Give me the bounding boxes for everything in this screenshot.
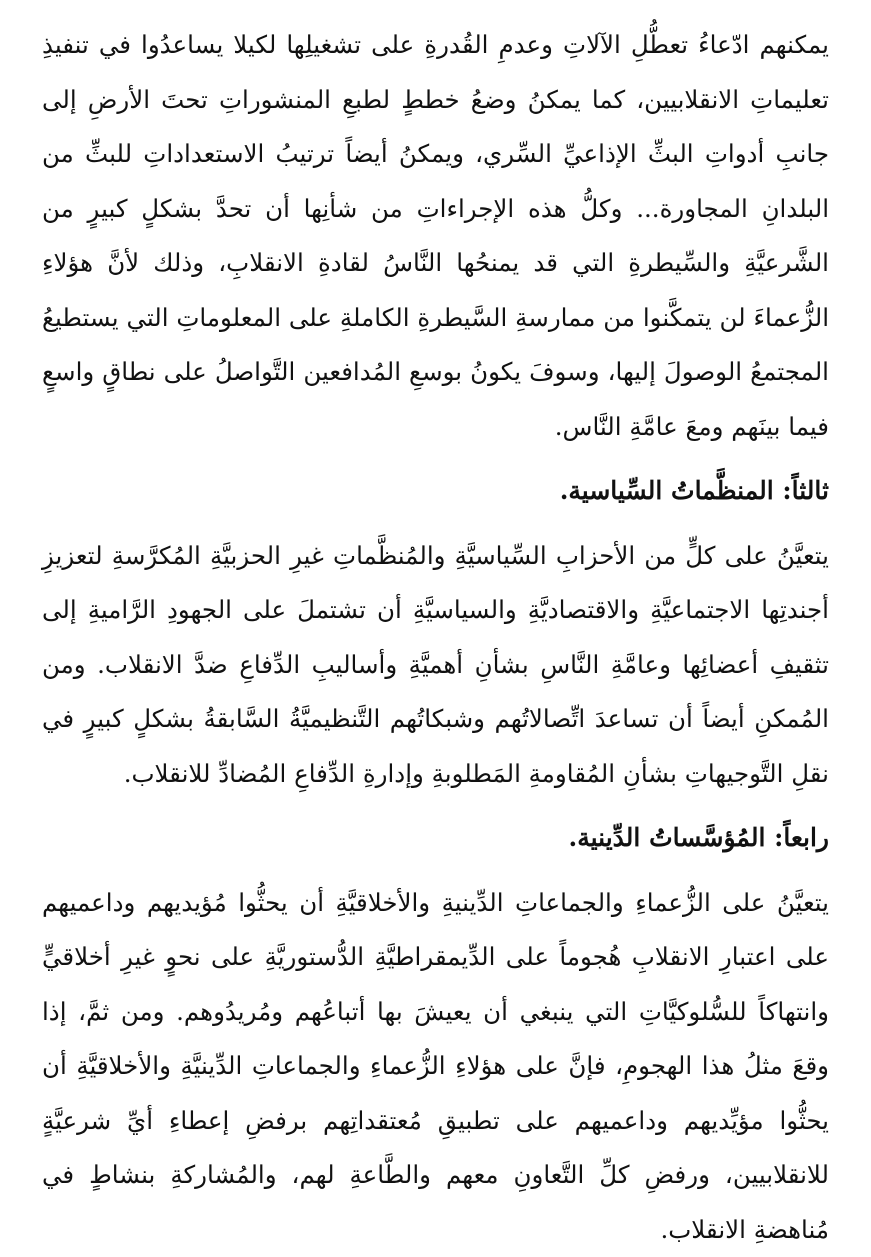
- intro-paragraph: يمكنهم ادّعاءُ تعطُّلِ الآلاتِ وعدمِ القُدرةِ على تشغيلِها لكيلا يساعدُوا في تنفيذِ تعليماتِ الانقلابيين، كما يمكنُ وضعُ خططٍ لطبعِ المنشوراتِ تحتَ الأرضِ إلى جانبِ أدواتِ البثِّ الإذاعيِّ السِّري، ويمكنُ أيضاً ترتيبُ الاستعداداتِ للبثِّ من البلدانِ المجاورة... وكلُّ هذه الإجراءاتِ من شأنِها أن تحدَّ بشكلٍ كبيرٍ من الشَّرعيَّةِ والسِّيطرةِ التي قد يمنحُها النَّاسُ لقادةِ الانقلابِ، وذلك لأنَّ هؤلاءِ الزُّعماءَ لن يتمكَّنوا من ممارسةِ السَّيطرةِ الكاملةِ على المعلوماتِ التي يستطيعُ المجتمعُ الوصولَ إليها، وسوفَ يكونُ بوسعِ المُدافعين التَّواصلُ على نطاقٍ واسعٍ فيما بينَهم ومعَ عامَّةِ النَّاس.: [42, 18, 829, 454]
- heading-political-organizations: ثالثاً: المنظَّماتُ السِّياسية.: [42, 464, 829, 519]
- section-gap: [42, 801, 829, 811]
- section-gap: [42, 866, 829, 876]
- section-gap: [42, 519, 829, 529]
- political-organizations-paragraph: يتعيَّنُ على كلٍّ من الأحزابِ السِّياسيَّةِ والمُنظَّماتِ غيرِ الحزبيَّةِ المُكرَّسةِ لتعزيزِ أجندتِها الاجتماعيَّةِ والاقتصاديَّةِ والسياسيَّةِ أن تشتملَ على الجهودِ الرَّاميةِ إلى تثقيفِ أعضائِها وعامَّةِ النَّاسِ بشأنِ أهميَّةِ وأساليبِ الدِّفاعِ ضدَّ الانقلاب. ومن المُمكنِ أيضاً أن تساعدَ اتِّصالاتُهم وشبكاتُهم التَّنظيميَّةُ السَّابقةُ بشكلٍ كبيرٍ في نقلِ التَّوجيهاتِ بشأنِ المُقاومةِ المَطلوبةِ وإدارةِ الدِّفاعِ المُضادِّ للانقلاب.: [42, 529, 829, 802]
- section-gap: [42, 454, 829, 464]
- heading-religious-institutions: رابعاً: المُؤسَّساتُ الدِّينية.: [42, 811, 829, 866]
- religious-institutions-paragraph: يتعيَّنُ على الزُّعماءِ والجماعاتِ الدِّينيةِ والأخلاقيَّةِ أن يحثُّوا مُؤيديهم وداعميهم على اعتبارِ الانقلابِ هُجوماً على الدِّيمقراطيَّةِ الدُّستوريَّةِ على نحوٍ غيرِ أخلاقيٍّ وانتهاكاً للسُّلوكيَّاتِ التي ينبغي أن يعيشَ بها أتباعُهم ومُريدُوهم. ومن ثمَّ، إذا وقعَ مثلُ هذا الهجومِ، فإنَّ على هؤلاءِ الزُّعماءِ والجماعاتِ الدِّينيَّةِ والأخلاقيَّةِ أن يحثُّوا مؤيِّديهم وداعميهم على تطبيقِ مُعتقداتِهم برفضِ إعطاءِ أيِّ شرعيَّةٍ للانقلابيين، ورفضِ كلِّ التَّعاونِ معهم والطَّاعةِ لهم، والمُشاركةِ بنشاطٍ في مُناهضةِ الانقلاب.: [42, 876, 829, 1257]
- document-page: [42, 18, 829, 1257]
